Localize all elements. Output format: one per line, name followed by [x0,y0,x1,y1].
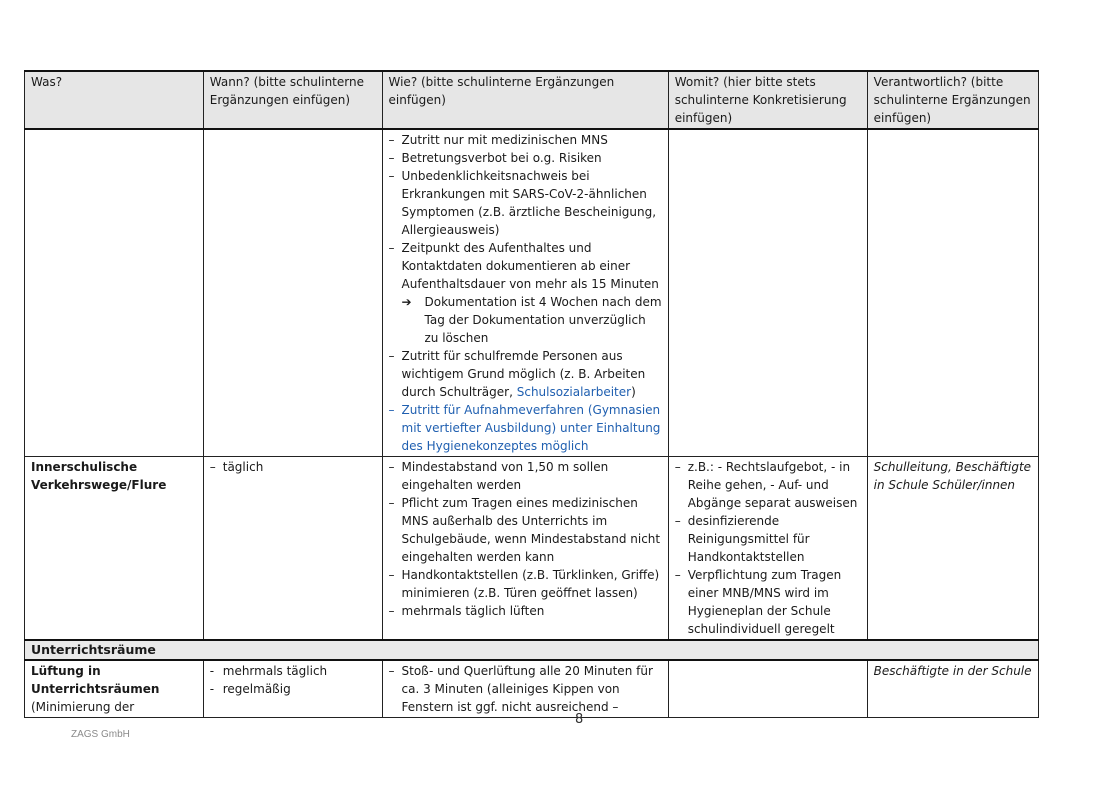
list-item: - regelmäßig [210,680,376,698]
list-item [389,347,662,401]
table-row [25,660,1039,718]
list-item: – Stoß- und Querlüftung alle 20 Minuten für ca. 3 Minuten (alleiniges Kippen von Fenstern ist ggf. nicht ausreichend – [389,662,662,716]
row3-was-rest: (Minimierung der [31,700,135,714]
row2-was: Innerschulische Verkehrswege/Flure [25,457,204,641]
zutritt-text: Zutritt für schulfremde Personen aus wichtigem Grund möglich (z. B. Arbeiten durch Schulträger, [401,349,646,399]
list-item: – mehrmals täglich lüften [389,602,662,620]
list-item [389,293,662,347]
list-item: – Zutritt für Aufnahmeverfahren (Gymnasien mit vertiefter Ausbildung) unter Einhaltung des Hygienekonzeptes möglich [389,401,662,455]
row2-wann [203,457,382,641]
row2-womit [668,457,867,641]
row1-womit [668,129,867,457]
list-item: - mehrmals täglich [210,662,376,680]
row3-was [25,660,204,718]
row1-verantwortlich [867,129,1038,457]
list-item: – Handkontaktstellen (z.B. Türklinken, Griffe) minimieren (z.B. Türen geöffnet lassen) [389,566,662,602]
section-title: Unterrichtsräume [25,640,1039,660]
footer-company: ZAGS GmbH [71,729,130,740]
table-row [25,129,1039,457]
list-item: – täglich [210,458,376,476]
row3-womit [668,660,867,718]
zutritt-end: ) [631,385,636,399]
list-item: – Pflicht zum Tragen eines medizinischen MNS außerhalb des Unterrichts im Schulgebäude, wenn Mindestabstand nicht eingehalten werden kann [389,494,662,566]
row3-wann [203,660,382,718]
list-item: – Betretungsverbot bei o.g. Risiken [389,149,662,167]
header-wann: Wann? (bitte schulinterne Ergänzungen einfügen) [203,71,382,129]
table-header-row [25,71,1039,129]
section-row [25,640,1039,660]
list-item: – z.B.: - Rechtslaufgebot, - in Reihe gehen, - Auf- und Abgänge separat ausweisen [675,458,861,512]
row1-was [25,129,204,457]
list-item: – Zeitpunkt des Aufenthaltes und Kontaktdaten dokumentieren ab einer Aufenthaltsdauer von mehr als 15 Minuten [389,239,662,293]
row1-wann [203,129,382,457]
row3-verantwortlich: Beschäftigte in der Schule [867,660,1038,718]
header-was: Was? [25,71,204,129]
row2-verantwortlich: Schulleitung, Beschäftigte in Schule Schüler/innen [867,457,1038,641]
schulsozialarbeiter-text: Schulsozialarbeiter [516,385,632,399]
row3-was-title: Lüftung in Unterrichtsräumen [31,664,160,696]
row2-wie [382,457,668,641]
list-item: – Verpflichtung zum Tragen einer MNB/MNS wird im Hygieneplan der Schule schulindividuell geregelt [675,566,861,638]
row3-wie [382,660,668,718]
header-womit: Womit? (hier bitte stets schulinterne Konkretisierung einfügen) [668,71,867,129]
list-item: – desinfizierende Reinigungsmittel für Handkontaktstellen [675,512,861,566]
table-row [25,457,1039,641]
list-item: – Zutritt nur mit medizinischen MNS [389,131,662,149]
arrow-item-text: Dokumentation ist 4 Wochen nach dem Tag der Dokumentation unverzüglich zu löschen [424,295,662,345]
list-item: – Mindestabstand von 1,50 m sollen eingehalten werden [389,458,662,494]
row1-wie-list [389,131,662,455]
header-wie: Wie? (bitte schulinterne Ergänzungen einfügen) [382,71,668,129]
header-verantwortlich: Verantwortlich? (bitte schulinterne Ergänzungen einfügen) [867,71,1038,129]
list-item: – Unbedenklichkeitsnachweis bei Erkrankungen mit SARS-CoV-2-ähnlichen Symptomen (z.B. ärztliche Bescheinigung, Allergieausweis) [389,167,662,239]
arrow-right-icon: ➔ [401,295,412,309]
row1-wie [382,129,668,457]
hygiene-plan-table [24,70,1039,718]
page-number: 8 [575,712,584,727]
